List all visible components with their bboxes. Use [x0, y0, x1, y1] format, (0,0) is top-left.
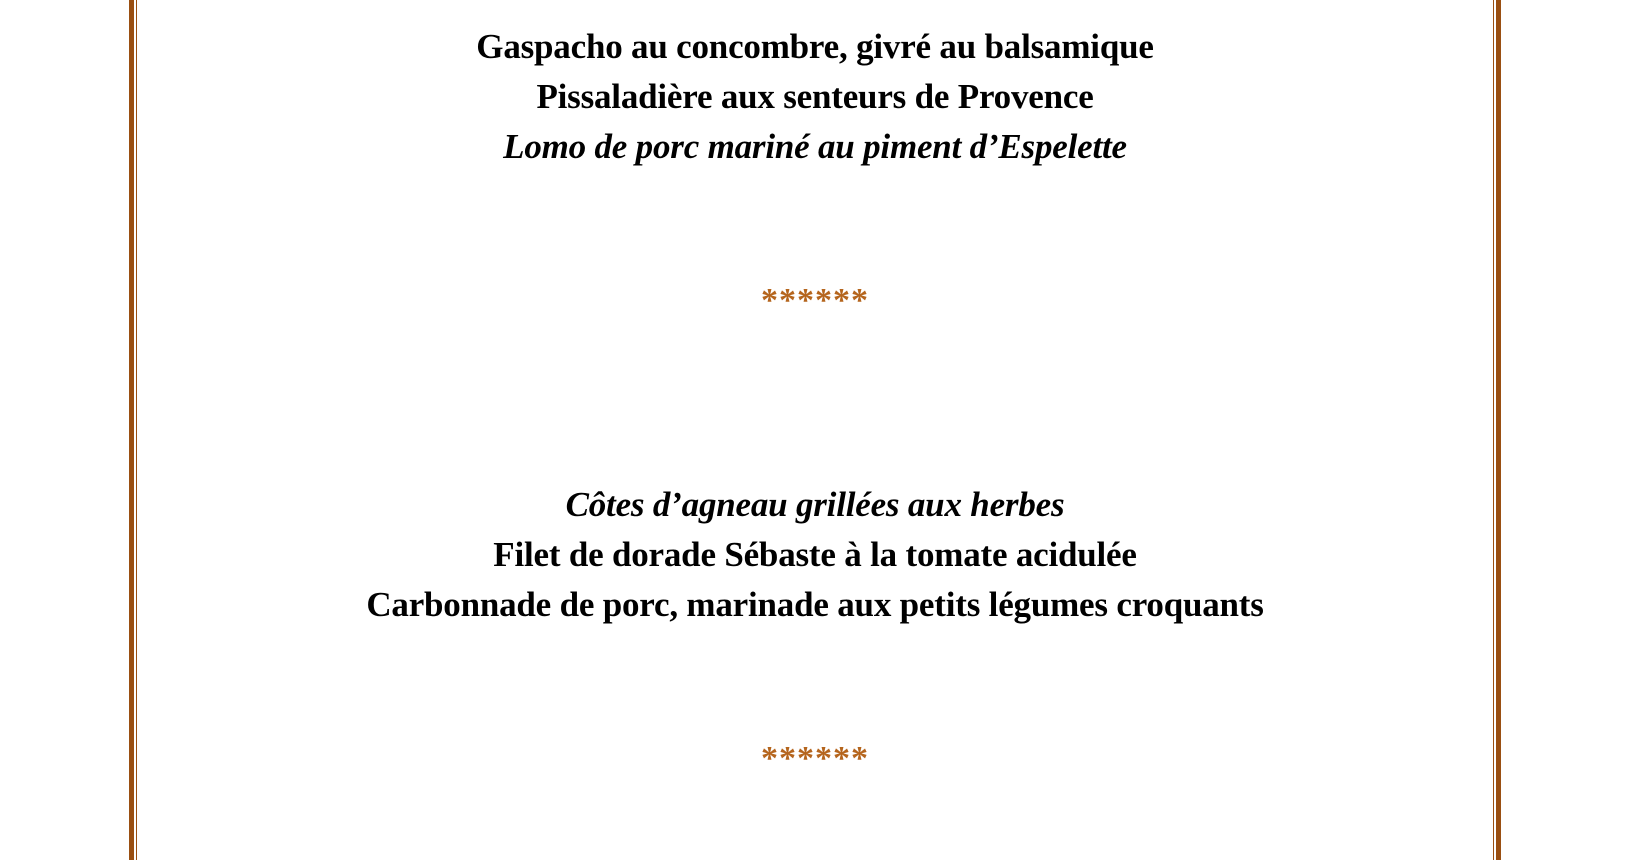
menu-item-cotes-agneau: Côtes d’agneau grillées aux herbes: [565, 485, 1065, 524]
menu-item-pissaladiere: Pissaladière aux senteurs de Provence: [536, 77, 1094, 116]
menu-item-gaspacho: Gaspacho au concombre, givré au balsamique: [476, 27, 1154, 66]
menu-item-carbonnade: Carbonnade de porc, marinade aux petits légumes croquants: [366, 585, 1264, 624]
menu-item-lomo: Lomo de porc mariné au piment d’Espelette: [503, 127, 1127, 166]
separator-stars: ******: [761, 282, 869, 319]
menu-item-filet-dorade: Filet de dorade Sébaste à la tomate acidulée: [493, 535, 1137, 574]
separator-stars: ******: [761, 740, 869, 777]
